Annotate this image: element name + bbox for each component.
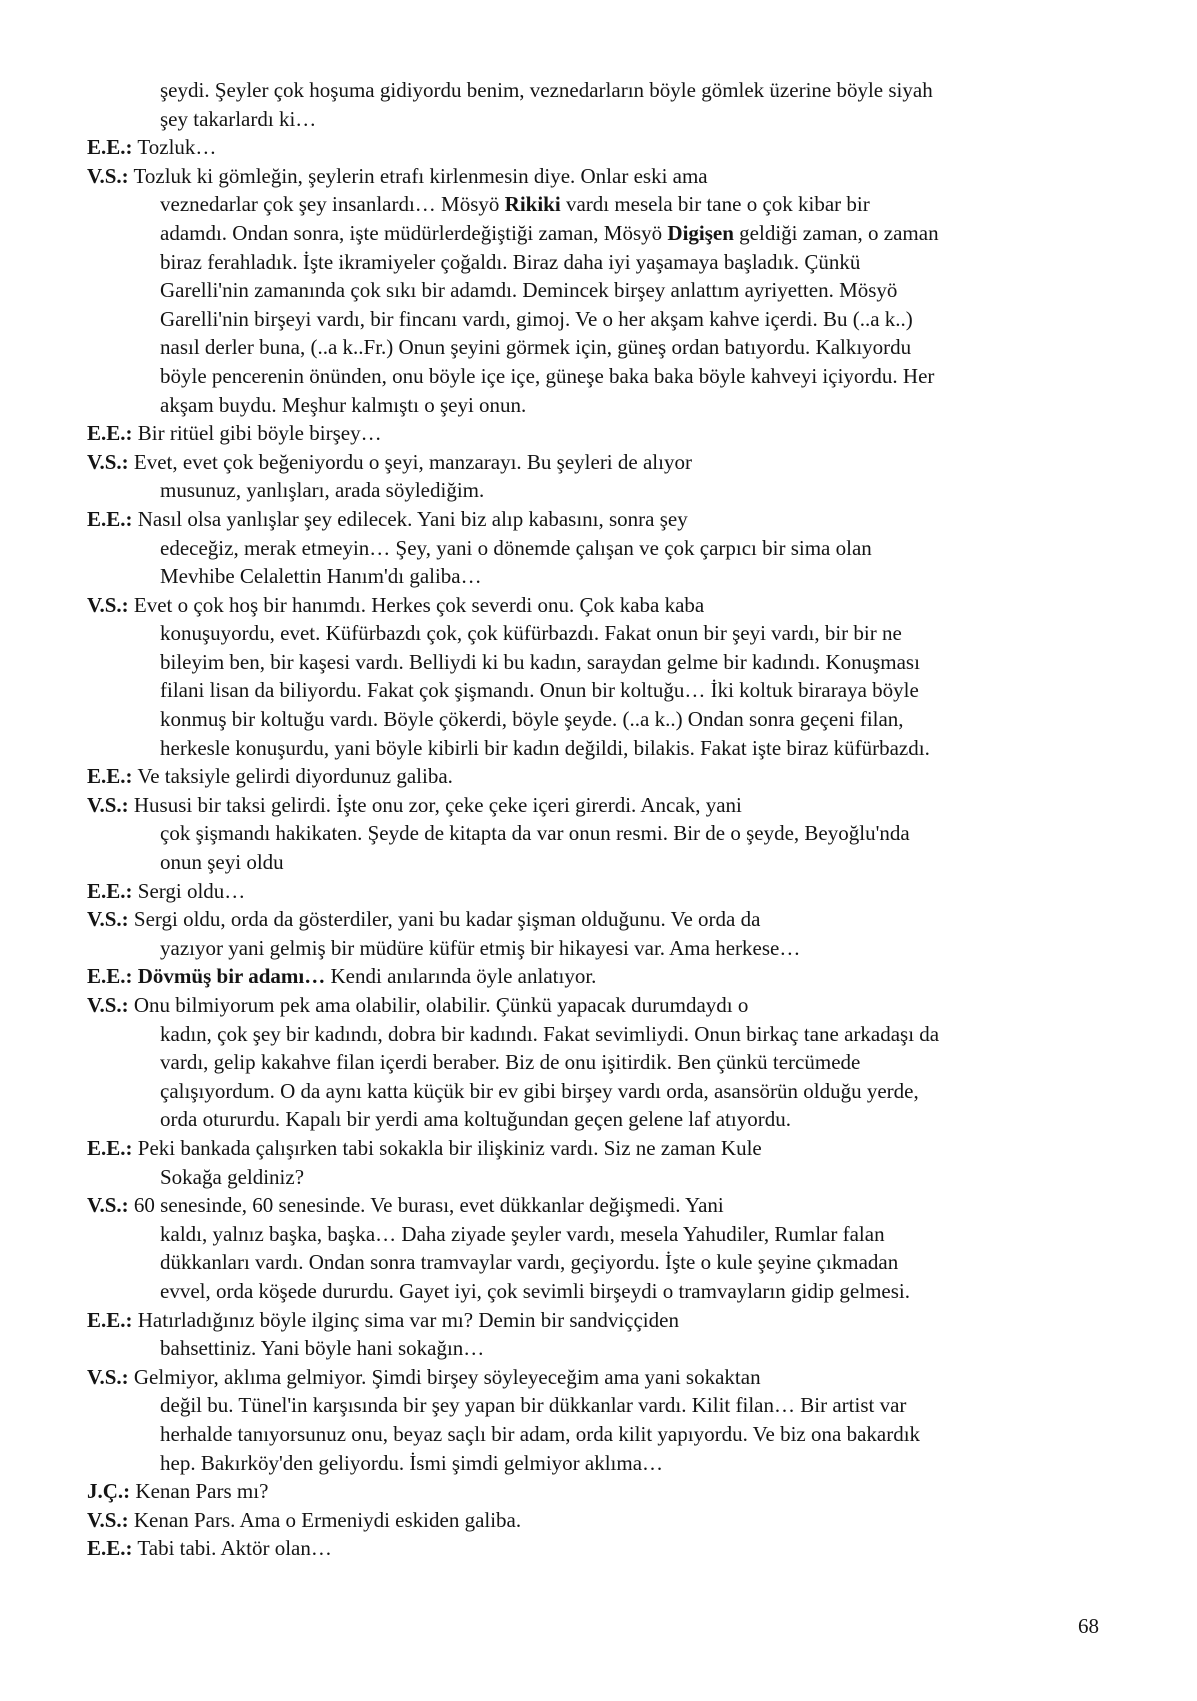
transcript-text: Garelli'nin zamanında çok sıkı bir adamdı. Demincek birşey anlattım ayriyetten. Mösyö	[160, 278, 898, 303]
transcript-text: nasıl derler buna, (..a k..Fr.) Onun şeyini görmek için, güneş ordan batıyordu. Kalkıyordu	[160, 335, 912, 360]
transcript-text: Sergi oldu, orda da gösterdiler, yani bu kadar şişman olduğunu. Ve orda da	[128, 907, 761, 932]
transcript-entry	[87, 76, 1117, 133]
transcript-line	[87, 1163, 1117, 1192]
transcript-text: konuşuyordu, evet. Küfürbazdı çok, çok küfürbazdı. Fakat onun bir şeyi vardı, bir bir ne	[160, 621, 902, 646]
transcript-line	[87, 905, 1117, 934]
transcript-text: 60 senesinde, 60 senesinde. Ve burası, evet dükkanlar değişmedi. Yani	[128, 1193, 724, 1218]
transcript-text: biraz ferahladık. İşte ikramiyeler çoğaldı. Biraz daha iyi yaşamaya başladık. Çünkü	[160, 249, 861, 274]
transcript-entry	[87, 1506, 1117, 1535]
transcript-line	[87, 162, 1117, 191]
transcript-line	[87, 333, 1117, 362]
transcript-entry	[87, 419, 1117, 448]
transcript-text: Nasıl olsa yanlışlar şey edilecek. Yani biz alıp kabasını, sonra şey	[132, 506, 688, 531]
transcript-line	[87, 1105, 1117, 1134]
transcript-line	[87, 1048, 1117, 1077]
transcript-line	[87, 676, 1117, 705]
transcript-line	[87, 648, 1117, 677]
transcript-text: Mevhibe Celalettin Hanım'dı galiba…	[160, 564, 482, 589]
transcript-text: değil bu. Tünel'in karşısında bir şey yapan bir dükkanlar vardı. Kilit filan… Bir artist var	[160, 1393, 907, 1418]
transcript-text: Gelmiyor, aklıma gelmiyor. Şimdi birşey söyleyeceğim ama yani sokaktan	[128, 1364, 761, 1389]
transcript-line	[87, 391, 1117, 420]
transcript-line	[87, 1391, 1117, 1420]
transcript-entry	[87, 1306, 1117, 1363]
transcript-text: vardı, gelip kakahve filan içerdi beraber. Biz de onu işitirdik. Ben çünkü tercümede	[160, 1050, 861, 1075]
transcript-entry	[87, 991, 1117, 1134]
transcript-line	[87, 1534, 1117, 1563]
speaker-label: E.E.:	[87, 1307, 133, 1332]
transcript-text: musunuz, yanlışları, arada söylediğim.	[160, 478, 485, 503]
transcript-text: herkesle konuşurdu, yani böyle kibirli bir kadın değildi, bilakis. Fakat işte biraz küfürbazdı.	[160, 735, 930, 760]
transcript-line	[87, 848, 1117, 877]
transcript-entry	[87, 962, 1117, 991]
transcript-line	[87, 133, 1117, 162]
transcript-line	[87, 1506, 1117, 1535]
transcript-line	[87, 619, 1117, 648]
transcript-text: Sokağa geldiniz?	[160, 1164, 305, 1189]
emphasized-text: Dövmüş bir adamı…	[137, 964, 326, 989]
emphasized-text: Rikiki	[504, 192, 561, 217]
speaker-label: E.E.:	[87, 506, 133, 531]
transcript-line	[87, 562, 1117, 591]
transcript-line	[87, 1277, 1117, 1306]
transcript-text: Sergi oldu…	[132, 878, 246, 903]
transcript-text: hep. Bakırköy'den geliyordu. İsmi şimdi gelmiyor aklıma…	[160, 1450, 664, 1475]
transcript-text: dükkanları vardı. Ondan sonra tramvaylar vardı, geçiyordu. İşte o kule şeyine çıkmadan	[160, 1250, 899, 1275]
transcript-entry	[87, 505, 1117, 591]
transcript-text: bileyim ben, bir kaşesi vardı. Belliydi ki bu kadın, saraydan gelme bir kadındı. Konuşması	[160, 649, 920, 674]
transcript-text: yazıyor yani gelmiş bir müdüre küfür etmiş bir hikayesi var. Ama herkese…	[160, 935, 801, 960]
transcript-entry	[87, 1477, 1117, 1506]
transcript-line	[87, 877, 1117, 906]
transcript-text: Ve taksiyle gelirdi diyordunuz galiba.	[132, 764, 453, 789]
transcript-line	[87, 1134, 1117, 1163]
transcript-line	[87, 1420, 1117, 1449]
transcript-text: Hususi bir taksi gelirdi. İşte onu zor, çeke çeke içeri girerdi. Ancak, yani	[128, 792, 742, 817]
transcript-line	[87, 1363, 1117, 1392]
transcript-text: evvel, orda köşede dururdu. Gayet iyi, çok sevimli birşeydi o tramvayların gidip gelmesi.	[160, 1278, 910, 1303]
transcript-text: onun şeyi oldu	[160, 850, 284, 875]
speaker-label: E.E.:	[87, 964, 133, 989]
transcript-text: kadın, çok şey bir kadındı, dobra bir kadındı. Fakat sevimliydi. Onun birkaç tane arkadaşı da	[160, 1021, 940, 1046]
transcript-line	[87, 1248, 1117, 1277]
transcript-line	[87, 1191, 1117, 1220]
transcript-line	[87, 505, 1117, 534]
transcript-entry	[87, 133, 1117, 162]
transcript-text: konmuş bir koltuğu vardı. Böyle çökerdi, böyle şeyde. (..a k..) Ondan sonra geçeni filan,	[160, 707, 904, 732]
transcript-line	[87, 791, 1117, 820]
speaker-label: V.S.:	[87, 163, 129, 188]
transcript-text: böyle pencerenin önünden, onu böyle içe içe, güneşe baka baka böyle kahveyi içiyordu. Her	[160, 363, 935, 388]
transcript-line	[87, 1334, 1117, 1363]
speaker-label: V.S.:	[87, 792, 129, 817]
transcript-text: herhalde tanıyorsunuz onu, beyaz saçlı bir adam, orda kilit yapıyordu. Ve biz ona bakardık	[160, 1421, 921, 1446]
transcript-text: kaldı, yalnız başka, başka… Daha ziyade şeyler vardı, mesela Yahudiler, Rumlar falan	[160, 1221, 885, 1246]
transcript-line	[87, 190, 1117, 219]
transcript-entry	[87, 762, 1117, 791]
speaker-label: V.S.:	[87, 907, 129, 932]
transcript-line	[87, 705, 1117, 734]
transcript-text: Tabi tabi. Aktör olan…	[132, 1536, 332, 1561]
speaker-label: E.E.:	[87, 421, 133, 446]
transcript-text: bahsettiniz. Yani böyle hani sokağın…	[160, 1336, 485, 1361]
transcript-line	[87, 219, 1117, 248]
transcript-line	[87, 591, 1117, 620]
transcript-line	[87, 276, 1117, 305]
transcript-text: Hatırladığınız böyle ilginç sima var mı? Demin bir sandviççiden	[132, 1307, 679, 1332]
transcript-entry	[87, 905, 1117, 962]
transcript-line	[87, 1449, 1117, 1478]
speaker-label: E.E.:	[87, 1536, 133, 1561]
transcript-line	[87, 305, 1117, 334]
transcript-text: veznedarlar çok şey insanlardı… Mösyö	[160, 192, 505, 217]
speaker-label: V.S.:	[87, 993, 129, 1017]
transcript-text: orda otururdu. Kapalı bir yerdi ama koltuğundan geçen gelene laf atıyordu.	[160, 1107, 791, 1132]
transcript-line	[87, 105, 1117, 134]
emphasized-text: Digişen	[667, 220, 734, 245]
transcript-entry	[87, 877, 1117, 906]
speaker-label: V.S.:	[87, 449, 129, 474]
transcript-text: filani lisan da biliyordu. Fakat çok şişmandı. Onun bir koltuğu… İki koltuk biraraya böyle	[160, 678, 919, 703]
transcript-entry	[87, 591, 1117, 763]
transcript-line	[87, 362, 1117, 391]
transcript-line	[87, 1020, 1117, 1049]
transcript-text: Evet, evet çok beğeniyordu o şeyi, manzarayı. Bu şeyleri de alıyor	[128, 449, 692, 474]
transcript-entry	[87, 162, 1117, 419]
transcript-line	[87, 76, 1117, 105]
speaker-label: E.E.:	[87, 1135, 133, 1160]
transcript-line	[87, 476, 1117, 505]
transcript-line	[87, 534, 1117, 563]
transcript-line	[87, 419, 1117, 448]
interview-transcript	[87, 76, 1117, 1563]
transcript-text: Evet o çok hoş bir hanımdı. Herkes çok severdi onu. Çok kaba kaba	[128, 592, 705, 617]
speaker-label: J.Ç.:	[87, 1479, 131, 1504]
transcript-line	[87, 1477, 1117, 1506]
transcript-entry	[87, 448, 1117, 505]
transcript-line	[87, 248, 1117, 277]
transcript-text: çok şişmandı hakikaten. Şeyde de kitapta da var onun resmi. Bir de o şeyde, Beyoğlu'nda	[160, 821, 910, 846]
speaker-label: V.S.:	[87, 1364, 129, 1389]
transcript-entry	[87, 791, 1117, 877]
transcript-text: vardı mesela bir tane o çok kibar bir	[560, 192, 870, 217]
transcript-text: Kenan Pars mı?	[130, 1479, 269, 1504]
transcript-text: Garelli'nin birşeyi vardı, bir fincanı vardı, gimoj. Ve o her akşam kahve içerdi. Bu (..a k..)	[160, 306, 913, 331]
transcript-text: Peki bankada çalışırken tabi sokakla bir ilişkiniz vardı. Siz ne zaman Kule	[132, 1135, 762, 1160]
transcript-line	[87, 734, 1117, 763]
transcript-text: şey takarlardı ki…	[160, 106, 317, 131]
transcript-text: Tozluk…	[132, 135, 217, 160]
transcript-entry	[87, 1534, 1117, 1563]
transcript-line	[87, 1220, 1117, 1249]
transcript-text: geldiği zaman, o zaman	[733, 220, 939, 245]
transcript-line	[87, 819, 1117, 848]
transcript-text: adamdı. Ondan sonra, işte müdürlerdeğiştiği zaman, Mösyö	[160, 220, 668, 245]
transcript-line	[87, 448, 1117, 477]
transcript-line	[87, 962, 1117, 991]
transcript-text: akşam buydu. Meşhur kalmıştı o şeyi onun.	[160, 392, 527, 417]
speaker-label: E.E.:	[87, 878, 133, 903]
speaker-label: E.E.:	[87, 135, 133, 160]
transcript-text: şeydi. Şeyler çok hoşuma gidiyordu benim, veznedarların böyle gömlek üzerine böyle siyah	[160, 78, 933, 102]
speaker-label: V.S.:	[87, 1507, 129, 1532]
transcript-line	[87, 1077, 1117, 1106]
transcript-text: Kendi anılarında öyle anlatıyor.	[325, 964, 597, 989]
transcript-text: edeceğiz, merak etmeyin… Şey, yani o dönemde çalışan ve çok çarpıcı bir sima olan	[160, 535, 872, 560]
transcript-line	[87, 762, 1117, 791]
speaker-label: E.E.:	[87, 764, 133, 789]
transcript-entry	[87, 1191, 1117, 1305]
page-number: 68	[1078, 1614, 1099, 1638]
speaker-label: V.S.:	[87, 592, 129, 617]
transcript-text: çalışıyordum. O da aynı katta küçük bir ev gibi birşey vardı orda, asansörün olduğu yerde,	[160, 1078, 919, 1103]
transcript-text: Bir ritüel gibi böyle birşey…	[132, 421, 382, 446]
transcript-line	[87, 1306, 1117, 1335]
transcript-entry	[87, 1363, 1117, 1477]
transcript-text: Onu bilmiyorum pek ama olabilir, olabilir. Çünkü yapacak durumdaydı o	[128, 993, 749, 1017]
transcript-line	[87, 991, 1117, 1020]
transcript-line	[87, 934, 1117, 963]
speaker-label: V.S.:	[87, 1193, 129, 1218]
transcript-text: Tozluk ki gömleğin, şeylerin etrafı kirlenmesin diye. Onlar eski ama	[128, 163, 708, 188]
transcript-text: Kenan Pars. Ama o Ermeniydi eskiden galiba.	[128, 1507, 522, 1532]
transcript-entry	[87, 1134, 1117, 1191]
